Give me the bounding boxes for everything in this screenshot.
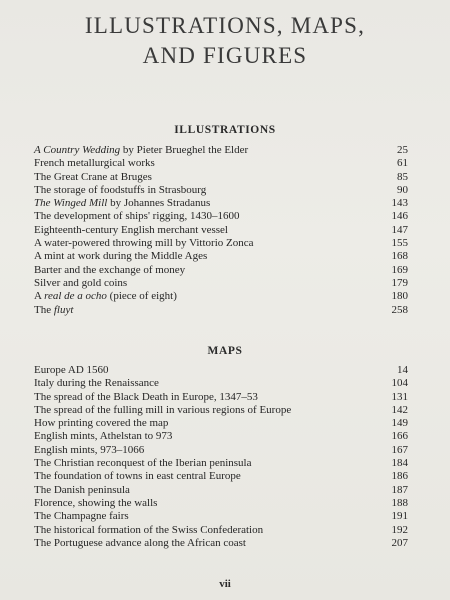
map-entry-title: The historical formation of the Swiss Confederation (34, 523, 264, 536)
map-entry (34, 524, 408, 537)
illustration-entry (34, 237, 408, 250)
map-entry (34, 404, 408, 417)
illustration-entry (34, 184, 408, 197)
map-entry-page: 14 (397, 364, 408, 376)
illustration-entry-title: French metallurgical works (34, 157, 155, 170)
map-entry (34, 537, 408, 550)
illustrations-heading: ILLUSTRATIONS (174, 124, 276, 136)
map-entry (34, 430, 408, 443)
map-entry-title: The spread of the Black Death in Europe, 1347–53 (34, 390, 258, 403)
map-entry-page: 166 (391, 430, 408, 443)
map-entry-title: The foundation of towns in east central Europe (34, 470, 241, 483)
illustration-entry-page: 25 (397, 144, 408, 156)
map-entry-page: 186 (391, 470, 408, 483)
map-entry-title: The spread of the fulling mill in various regions of Europe (34, 403, 292, 416)
map-entry-title: Europe AD 1560 (34, 364, 109, 376)
illustration-entry-page: 61 (397, 157, 408, 170)
map-entry-page: 192 (391, 523, 408, 536)
illustration-entry-page: 143 (391, 197, 408, 210)
illustration-entry-title: The development of ships' rigging, 1430–1600 (34, 210, 240, 223)
map-entry-title: The Danish peninsula (34, 483, 130, 496)
illustration-entry-page: 90 (397, 183, 408, 196)
map-entry-title: English mints, 973–1066 (34, 443, 145, 456)
map-entry (34, 457, 408, 470)
illustration-entry (34, 304, 408, 317)
illustration-entry (34, 197, 408, 210)
map-entry-title: English mints, Athelstan to 973 (34, 430, 173, 443)
illustration-entry (34, 157, 408, 170)
map-entry-title: The Portuguese advance along the African coast (34, 536, 246, 549)
illustration-entry-title: A water-powered throwing mill by Vittorio Zonca (34, 237, 254, 250)
map-entry-page: 184 (391, 457, 408, 470)
map-entry-title: How printing covered the map (34, 417, 169, 430)
illustration-entry-title: A mint at work during the Middle Ages (34, 250, 208, 263)
map-entry (34, 470, 408, 483)
illustration-entry-page: 85 (397, 170, 408, 183)
map-entry-title: The Champagne fairs (34, 510, 129, 523)
map-entry-title: Florence, showing the walls (34, 496, 158, 509)
illustration-entry (34, 290, 408, 303)
illustration-entry-page: 180 (391, 290, 408, 303)
map-entry-title: Italy during the Renaissance (34, 377, 159, 390)
illustration-entry-title: A Country Wedding by Pieter Brueghel the Elder (34, 144, 249, 156)
maps-list (34, 364, 408, 550)
map-entry (34, 497, 408, 510)
map-entry (34, 364, 408, 377)
illustration-entry-title: Silver and gold coins (34, 276, 128, 289)
illustration-entry (34, 210, 408, 223)
map-entry-page: 207 (391, 536, 408, 549)
illustration-entry-page: 258 (391, 303, 408, 316)
map-entry-page: 167 (391, 443, 408, 456)
illustration-entry-title: A real de a ocho (piece of eight) (34, 290, 177, 303)
map-entry (34, 377, 408, 390)
illustration-entry-page: 169 (391, 263, 408, 276)
illustration-entry (34, 277, 408, 290)
page-title-line-1: ILLUSTRATIONS, MAPS, (84, 13, 366, 38)
map-entry-page: 188 (391, 496, 408, 509)
map-entry-page: 142 (391, 403, 408, 416)
illustration-entry-page: 168 (391, 250, 408, 263)
map-entry-page: 191 (391, 510, 408, 523)
illustration-entry-page: 179 (391, 276, 408, 289)
illustrations-list (34, 144, 408, 317)
illustration-entry-title: Barter and the exchange of money (34, 263, 186, 276)
map-entry (34, 510, 408, 523)
page-number: vii (219, 578, 231, 590)
illustration-entry-title: Eighteenth-century English merchant vessel (34, 223, 228, 236)
page-title-line-2: AND FIGURES (142, 43, 308, 68)
map-entry-page: 131 (391, 390, 408, 403)
map-entry-page: 149 (391, 417, 408, 430)
map-entry (34, 391, 408, 404)
illustration-entry-title: The fluyt (34, 303, 74, 316)
illustration-entry-page: 147 (391, 223, 408, 236)
illustration-entry-title: The Great Crane at Bruges (34, 170, 152, 183)
map-entry-page: 104 (391, 377, 408, 390)
illustration-entry (34, 264, 408, 277)
illustration-entry-page: 146 (391, 210, 408, 223)
illustration-entry-title: The storage of foodstuffs in Strasbourg (34, 183, 207, 196)
map-entry-title: The Christian reconquest of the Iberian peninsula (34, 457, 252, 470)
illustration-entry (34, 144, 408, 157)
map-entry (34, 484, 408, 497)
map-entry (34, 417, 408, 430)
illustration-entry-title: The Winged Mill by Johannes Stradanus (34, 197, 211, 210)
maps-heading: MAPS (207, 345, 243, 357)
illustration-entry (34, 224, 408, 237)
map-entry-page: 187 (391, 483, 408, 496)
illustration-entry (34, 171, 408, 184)
map-entry (34, 444, 408, 457)
illustration-entry (34, 250, 408, 263)
illustration-entry-page: 155 (391, 237, 408, 250)
